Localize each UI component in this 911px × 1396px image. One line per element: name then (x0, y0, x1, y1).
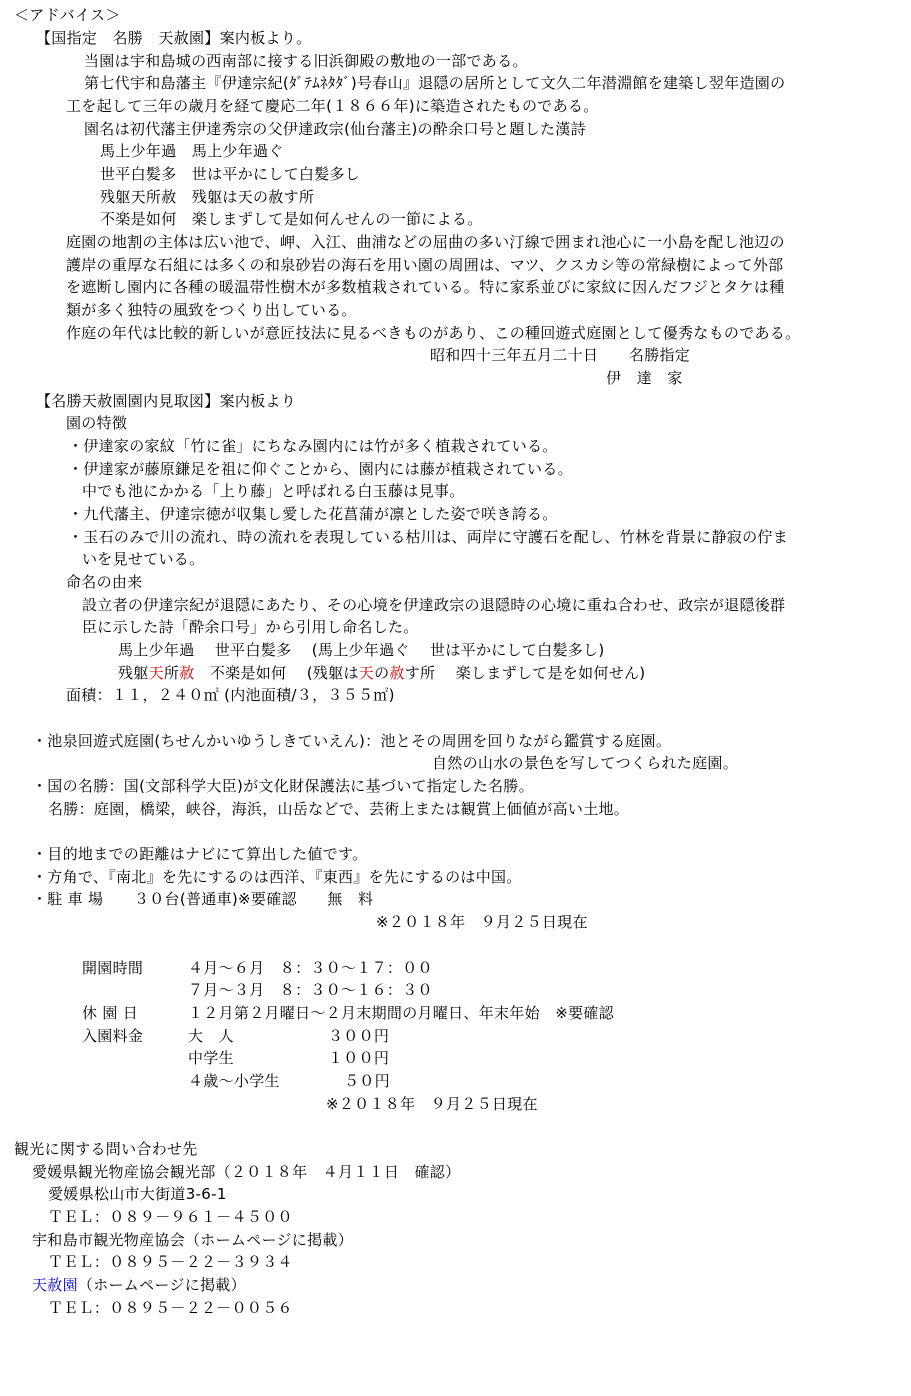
naming-heading: 命名の由来 (66, 573, 143, 591)
garden-area: 面積：１１，２４０㎡ (内池面積/３，３５５㎡) (66, 686, 395, 704)
note-item: 名勝：庭園，橋梁，峡谷，海浜，山岳などで、芸術上または観賞上価値が高い土地。 (48, 800, 630, 818)
kuni-poem-line: 馬上少年過 馬上少年過ぐ (100, 142, 284, 160)
kuni-line: 護岸の重厚な石組には多くの和泉砂岩の海石を用い園の周囲は、マツ、クスカシ等の常緑樹によって外部 (66, 256, 784, 274)
note-item: ・池泉回遊式庭園(ちせんかいゆうしきていえん)：池とその周囲を回りながら鑑賞する庭園。 (32, 732, 672, 750)
kuni-line: 園名は初代藩主伊達秀宗の父伊達政宗(仙台藩主)の酔余口号と題した漢詩 (84, 120, 586, 138)
closed-days-label: 休 園 日 (82, 1004, 139, 1022)
contact-org-suffix: （ホームページに掲載） (77, 1276, 246, 1294)
contact-tel: ＴＥＬ：０８９－９６１－４５００ (48, 1208, 293, 1226)
poem-text: の (374, 664, 390, 682)
closed-days-value: １２月第２月曜日～２月末期間の月曜日、年末年始 ※要確認 (188, 1004, 614, 1022)
highlight-sha: 赦 (179, 664, 195, 682)
features-heading: 園の特徴 (66, 414, 128, 432)
highlight-sha-2: 赦 (389, 664, 405, 682)
fee-category: ４歳～小学生 (188, 1072, 280, 1090)
contact-tel: ＴＥＬ：０８９５－２２－３９３４ (48, 1253, 293, 1271)
highlight-ten-2: 天 (358, 664, 375, 682)
poem-text: 所 (163, 664, 180, 682)
feature-item: ・伊達家の家紋「竹に雀」にちなみ園内には竹が多く植栽されている。 (68, 437, 558, 455)
as-of-date: ※２０１８年 ９月２５日現在 (376, 913, 588, 931)
kuni-line: 当園は宇和島城の西南部に接する旧浜御殿の敷地の一部である。 (84, 52, 528, 70)
kuni-poem-line: 世平白髪多 世は平かにして白髪多し (100, 165, 361, 183)
poem-text: す所 楽しまずして是を如何せん) (404, 664, 646, 682)
kuni-line: 第七代宇和島藩主『伊達宗紀(ﾀﾞﾃﾑﾈﾀﾀﾞ)号春山』退隠の居所として文久二年潜淵館を建築し翌年造園の (84, 74, 786, 92)
contact-heading: 観光に関する問い合わせ先 (14, 1140, 198, 1158)
naming-poem-line: 馬上少年過 世平白髪多 (馬上少年過ぐ 世は平かにして白髪多し) (118, 641, 605, 659)
fee-price: １００円 (328, 1049, 390, 1067)
naming-line: 設立者の伊達宗紀が退隠にあたり、その心境を伊達政宗の退隠時の心境に重ね合わせ、政宗が退隠後群 (82, 596, 786, 614)
kuni-poem-line: 残躯天所赦 残躯は天の赦す所 (100, 188, 315, 206)
fee-category: 大 人 (188, 1027, 234, 1045)
poem-text: 残躯 (118, 664, 149, 682)
kuni-line: 庭園の地割の主体は広い池で、岬、入江、曲浦などの屈曲の多い汀線で囲まれ池心に一小島を配し池辺の (66, 233, 785, 251)
kuni-line: を遮断し園内に各種の暖温帯性樹木が多数植栽されている。特に家系並びに家紋に因んだフジとタケは種 (66, 278, 785, 296)
feature-item: ・九代藩主、伊達宗徳が収集し愛した花菖蒲が凛とした姿で咲き誇る。 (68, 505, 558, 523)
kuni-heading: 【国指定 名勝 天赦園】案内板より。 (36, 29, 312, 47)
open-hours-label: 開園時間 (82, 959, 144, 977)
fee-category: 中学生 (188, 1049, 234, 1067)
open-hours-value: ４月～６月 ８：３０～１７：００ (188, 959, 433, 977)
naming-poem-line-2 (118, 662, 645, 685)
highlight-ten: 天 (148, 664, 164, 682)
fee-price: ５０円 (344, 1072, 390, 1090)
feature-item: ・伊達家が藤原鎌足を祖に仰ぐことから、園内には藤が植栽されている。 (68, 460, 573, 478)
fee-label: 入園料金 (82, 1027, 144, 1045)
feature-item: ・玉石のみで川の流れ、時の流れを表現している枯川は、両岸に守護石を配し、竹林を背景に静寂の佇ま (68, 528, 789, 546)
parking-info: ・駐 車 場 ３０台(普通車)※要確認 無 料 (32, 890, 374, 908)
tenshaen-link[interactable]: 天赦園 (32, 1276, 78, 1294)
feature-item: 中でも池にかかる「上り藤」と呼ばれる白玉藤は見事。 (82, 482, 465, 500)
kuni-line: 工を起して三年の歳月を経て慶応二年(１８６６年)に築造されたものである。 (66, 97, 599, 115)
naming-line: 臣に示した詩「酔余口号」から引用し命名した。 (82, 618, 419, 636)
kuni-poem-line: 不楽是如何 楽しまずして是如何んせんの一節による。 (100, 210, 483, 228)
kuni-line: 類が多く独特の風致をつくり出している。 (66, 301, 357, 319)
mitori-heading: 【名勝天赦園園内見取図】案内板より (36, 392, 297, 410)
contact-tel: ＴＥＬ：０８９５－２２－００５６ (48, 1299, 293, 1317)
note-item: ・目的地までの距離はナビにて算出した値です。 (32, 845, 368, 863)
open-hours-value: ７月～３月 ８：３０～１６：３０ (188, 981, 433, 999)
as-of-date: ※２０１８年 ９月２５日現在 (326, 1095, 538, 1113)
advice-heading: ＜アドバイス＞ (14, 6, 121, 24)
note-item: 自然の山水の景色を写してつくられた庭園。 (432, 754, 739, 772)
contact-org (32, 1274, 246, 1297)
designation-date: 昭和四十三年五月二十日 名勝指定 (430, 346, 691, 364)
note-item: ・方角で、『南北』を先にするのは西洋、『東西』を先にするのは中国。 (32, 868, 522, 886)
owner-family: 伊 達 家 (606, 369, 683, 387)
contact-org: 宇和島市観光物産協会（ホームページに掲載） (32, 1231, 354, 1249)
feature-item: いを見せている。 (82, 550, 205, 568)
kuni-line: 作庭の年代は比較的新しいが意匠技法に見るべきものがあり、この種回遊式庭園として優秀なものである。 (66, 324, 801, 342)
poem-text: 不楽是如何 (残躯は (194, 664, 359, 682)
note-item: ・国の名勝：国(文部科学大臣)が文化財保護法に基づいて指定した名勝。 (32, 777, 534, 795)
contact-address: 愛媛県松山市大街道3-6-1 (48, 1185, 227, 1203)
contact-org: 愛媛県観光物産協会観光部（２０１８年 ４月１１日 確認） (32, 1163, 461, 1181)
fee-price: ３００円 (328, 1027, 390, 1045)
